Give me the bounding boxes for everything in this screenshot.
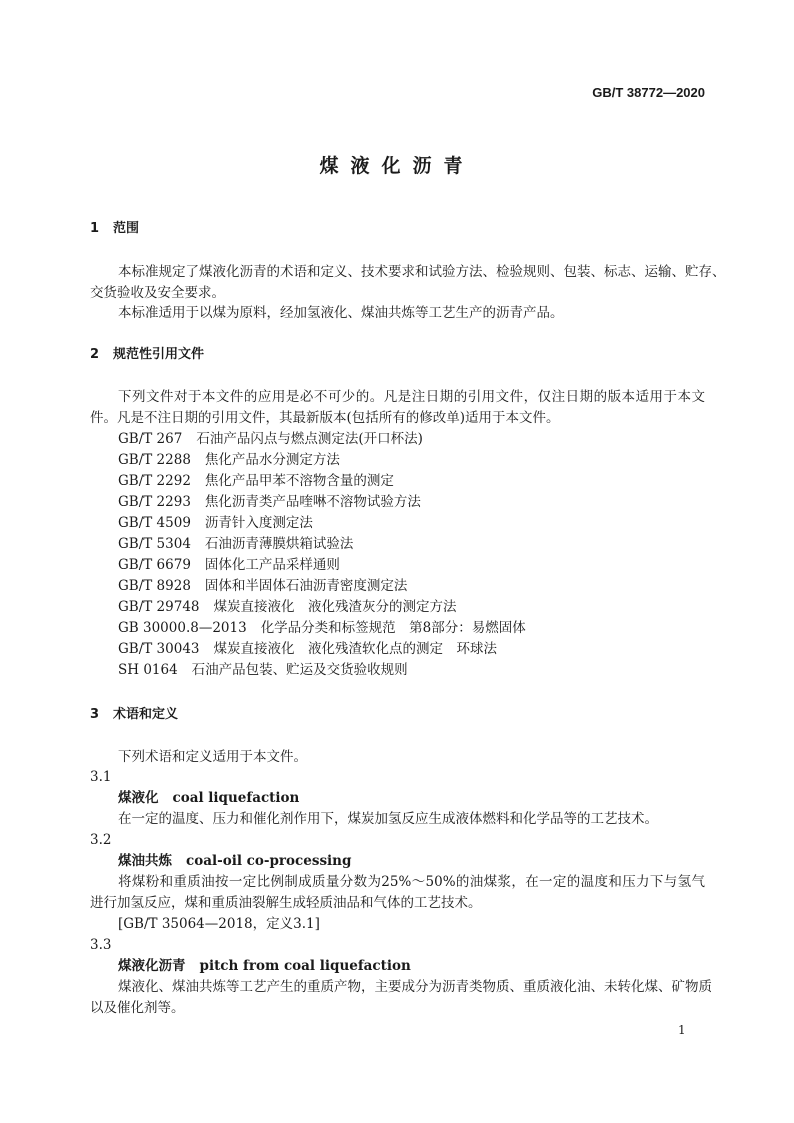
reference-title: 焦化产品水分测定方法 xyxy=(204,452,340,468)
reference-item xyxy=(118,640,497,658)
reference-title: 石油产品闪点与燃点测定法(开口杯法) xyxy=(196,431,423,447)
term-number: 3.2 xyxy=(90,832,112,848)
reference-title: 化学品分类和标签规范 第8部分：易燃固体 xyxy=(260,620,526,636)
term-en: coal liquefaction xyxy=(172,790,300,806)
paragraph-line: 下列术语和定义适用于本文件。 xyxy=(118,749,307,765)
page-title: 煤液化沥青 xyxy=(319,155,475,177)
term-number: 3.3 xyxy=(90,937,112,953)
reference-code: GB/T 2292 xyxy=(118,473,191,489)
reference-title: 焦化产品甲苯不溶物含量的测定 xyxy=(204,473,394,489)
reference-title: 焦化沥青类产品喹啉不溶物试验方法 xyxy=(204,494,421,510)
reference-code: GB/T 8928 xyxy=(118,578,191,594)
reference-item xyxy=(118,535,353,553)
reference-code: GB/T 29748 xyxy=(118,599,200,615)
reference-code: SH 0164 xyxy=(118,662,178,678)
reference-code: GB/T 2288 xyxy=(118,452,191,468)
standard-number: GB/T 38772—2020 xyxy=(592,85,705,100)
reference-title: 石油产品包装、贮运及交货验收规则 xyxy=(191,662,408,678)
section-title: 术语和定义 xyxy=(113,707,179,722)
term-en: pitch from coal liquefaction xyxy=(199,958,411,974)
section-number: 2 xyxy=(90,347,100,362)
reference-title: 固体和半固体石油沥青密度测定法 xyxy=(204,578,408,594)
reference-item xyxy=(118,472,394,490)
reference-item xyxy=(118,514,313,532)
reference-item xyxy=(118,430,423,448)
paragraph-line: 交货验收及安全要求。 xyxy=(90,285,225,301)
section-number: 1 xyxy=(90,221,100,236)
reference-code: GB/T 30043 xyxy=(118,641,200,657)
reference-item xyxy=(118,619,526,637)
reference-code: GB/T 4509 xyxy=(118,515,191,531)
reference-title: 石油沥青薄膜烘箱试验法 xyxy=(204,536,354,552)
reference-code: GB/T 5304 xyxy=(118,536,191,552)
term-zh: 煤液化 xyxy=(118,790,159,806)
term-number: 3.1 xyxy=(90,769,112,785)
reference-code: GB/T 6679 xyxy=(118,557,191,573)
section-heading-normative-references xyxy=(90,346,204,364)
paragraph-line: 下列文件对于本文件的应用是必不可少的。凡是注日期的引用文件，仅注日期的版本适用于本文 xyxy=(118,389,705,405)
term-definition: 在一定的温度、压力和催化剂作用下，煤炭加氢反应生成液体燃料和化学品等的工艺技术。 xyxy=(118,811,658,827)
paragraph-line: 件。凡是不注日期的引用文件，其最新版本(包括所有的修改单)适用于本文件。 xyxy=(90,410,560,426)
term-zh: 煤油共炼 xyxy=(118,853,172,869)
reference-item xyxy=(118,598,457,616)
paragraph-line: 本标准规定了煤液化沥青的术语和定义、技术要求和试验方法、检验规则、包装、标志、运输、贮存、 xyxy=(118,264,726,280)
reference-item xyxy=(118,661,408,679)
section-number: 3 xyxy=(90,707,100,722)
term-definition: 以及催化剂等。 xyxy=(90,1000,185,1016)
term-source: [GB/T 35064—2018，定义3.1] xyxy=(118,916,320,932)
reference-item xyxy=(118,577,407,595)
term-heading xyxy=(118,852,351,870)
reference-item xyxy=(118,493,421,511)
reference-item xyxy=(118,451,340,469)
reference-title: 煤炭直接液化 液化残渣软化点的测定 环球法 xyxy=(213,641,497,657)
term-heading xyxy=(118,957,411,975)
section-heading-scope xyxy=(90,220,139,238)
reference-title: 沥青针入度测定法 xyxy=(204,515,313,531)
reference-code: GB/T 2293 xyxy=(118,494,191,510)
reference-item xyxy=(118,556,340,574)
section-title: 范围 xyxy=(113,221,140,236)
reference-code: GB/T 267 xyxy=(118,431,183,447)
term-definition: 将煤粉和重质油按一定比例制成质量分数为25%～50%的油煤浆，在一定的温度和压力下与氢气 xyxy=(118,874,705,890)
reference-title: 煤炭直接液化 液化残渣灰分的测定方法 xyxy=(213,599,457,615)
reference-code: GB 30000.8—2013 xyxy=(118,620,247,636)
term-definition: 进行加氢反应，煤和重质油裂解生成轻质油品和气体的工艺技术。 xyxy=(90,895,482,911)
term-definition: 煤液化、煤油共炼等工艺产生的重质产物，主要成分为沥青类物质、重质液化油、未转化煤、矿物质 xyxy=(118,979,712,995)
paragraph-line: 本标准适用于以煤为原料，经加氢液化、煤油共炼等工艺生产的沥青产品。 xyxy=(118,305,564,321)
term-en: coal-oil co-processing xyxy=(186,853,352,869)
term-heading xyxy=(118,789,299,807)
term-zh: 煤液化沥青 xyxy=(118,958,186,974)
reference-title: 固体化工产品采样通则 xyxy=(204,557,340,573)
section-title: 规范性引用文件 xyxy=(113,347,205,362)
section-heading-terms xyxy=(90,706,178,724)
page-number: 1 xyxy=(678,1023,686,1037)
